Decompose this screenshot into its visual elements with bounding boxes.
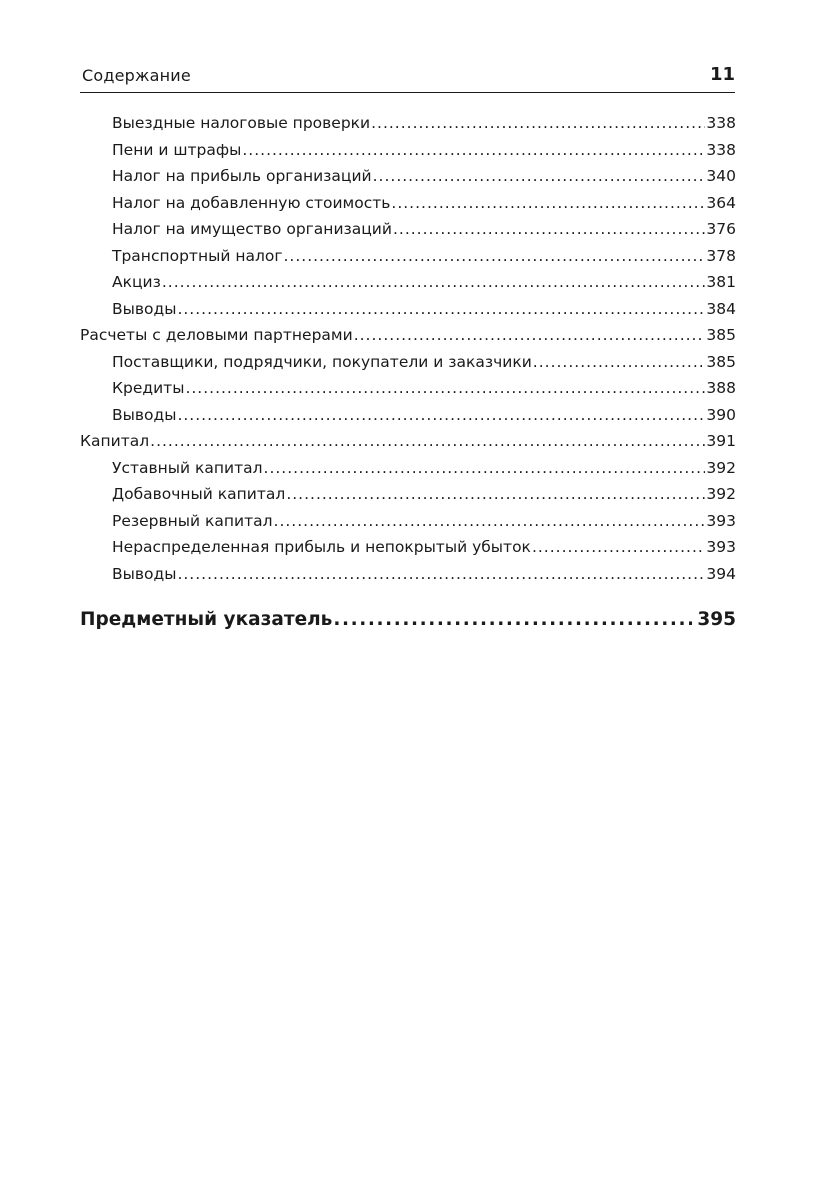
toc-entry[interactable] <box>80 247 736 274</box>
toc-leader-dots <box>177 406 705 424</box>
toc-leader-dots <box>391 194 705 212</box>
toc-leader-dots <box>371 114 705 132</box>
toc-chapter-title: Предметный указатель <box>80 609 333 630</box>
toc-entry-page: 378 <box>706 246 736 265</box>
toc-entry-page: 338 <box>706 140 736 159</box>
toc-leader-dots <box>242 141 705 159</box>
toc-entry-title: Нераспределенная прибыль и непокрытый убыток <box>112 538 531 556</box>
toc-leader-dots <box>286 485 705 503</box>
toc-entry-title: Выводы <box>112 405 177 424</box>
toc-entry[interactable] <box>80 406 736 433</box>
toc-entry-page: 388 <box>706 379 736 397</box>
toc-entry-page: 393 <box>706 538 736 556</box>
toc-entry-page: 392 <box>706 458 736 477</box>
running-header-title: Содержание <box>82 66 191 85</box>
toc-leader-dots <box>354 326 706 344</box>
toc-leader-dots <box>393 220 705 238</box>
toc-entry-title: Налог на добавленную стоимость <box>112 193 391 212</box>
toc-leader-dots <box>333 609 692 630</box>
toc-section-page: 385 <box>706 326 736 344</box>
toc-entry-title: Добавочный капитал <box>112 485 286 503</box>
toc-leader-dots <box>185 379 705 397</box>
toc-entry[interactable] <box>80 273 736 300</box>
toc-leader-dots <box>150 432 705 450</box>
running-header <box>80 64 735 93</box>
toc-entry-page: 385 <box>706 352 736 371</box>
toc-entry[interactable] <box>80 353 736 380</box>
toc-section-page: 391 <box>706 432 736 450</box>
toc-entry[interactable] <box>80 194 736 221</box>
toc-entry-page: 338 <box>706 114 736 132</box>
toc-entry-page: 364 <box>706 193 736 212</box>
toc-entry-page: 381 <box>706 273 736 291</box>
toc-entry-page: 393 <box>706 511 736 530</box>
toc-entry-page: 376 <box>706 220 736 238</box>
toc-leader-dots <box>177 565 705 583</box>
toc-entry[interactable] <box>80 141 736 168</box>
toc-entry-page: 384 <box>706 299 736 318</box>
table-of-contents <box>80 114 736 641</box>
toc-entry-title: Выводы <box>112 564 177 583</box>
toc-entry-title: Кредиты <box>112 379 185 397</box>
toc-entry[interactable] <box>80 167 736 194</box>
toc-entry-title: Акциз <box>112 273 161 291</box>
toc-entry[interactable] <box>80 459 736 486</box>
toc-entry-page: 392 <box>706 485 736 503</box>
toc-entry[interactable] <box>80 114 736 141</box>
toc-entry-title: Выездные налоговые проверки <box>112 114 371 132</box>
toc-entry[interactable] <box>80 220 736 247</box>
toc-leader-dots <box>264 459 706 477</box>
toc-leader-dots <box>533 353 706 371</box>
toc-entry-title: Уставный капитал <box>112 458 263 477</box>
toc-section-title: Капитал <box>80 432 150 450</box>
toc-entry-page: 394 <box>706 564 736 583</box>
toc-entry[interactable] <box>80 379 736 406</box>
toc-section[interactable] <box>80 432 736 459</box>
running-header-page-number: 11 <box>709 64 735 85</box>
toc-entry-title: Выводы <box>112 299 177 318</box>
toc-entry[interactable] <box>80 300 736 327</box>
toc-entry-title: Транспортный налог <box>112 246 283 265</box>
toc-section-title: Расчеты с деловыми партнерами <box>80 326 353 344</box>
toc-entry[interactable] <box>80 512 736 539</box>
toc-chapter-page: 395 <box>697 609 736 630</box>
toc-entry[interactable] <box>80 538 736 565</box>
toc-entry-title: Налог на прибыль организаций <box>112 167 372 185</box>
toc-leader-dots <box>274 512 706 530</box>
toc-leader-dots <box>177 300 705 318</box>
toc-entry-title: Резервный капитал <box>112 511 273 530</box>
toc-section[interactable] <box>80 326 736 353</box>
toc-entry-title: Поставщики, подрядчики, покупатели и заказчики <box>112 352 532 371</box>
toc-leader-dots <box>373 167 706 185</box>
toc-entry-title: Налог на имущество организаций <box>112 220 392 238</box>
toc-entry-title: Пени и штрафы <box>112 140 242 159</box>
toc-leader-dots <box>284 247 706 265</box>
toc-entry[interactable] <box>80 565 736 592</box>
toc-chapter-index[interactable] <box>80 609 736 641</box>
toc-leader-dots <box>532 538 705 556</box>
toc-entry-page: 390 <box>706 405 736 424</box>
toc-entry[interactable] <box>80 485 736 512</box>
toc-entry-page: 340 <box>706 167 736 185</box>
toc-leader-dots <box>162 273 706 291</box>
